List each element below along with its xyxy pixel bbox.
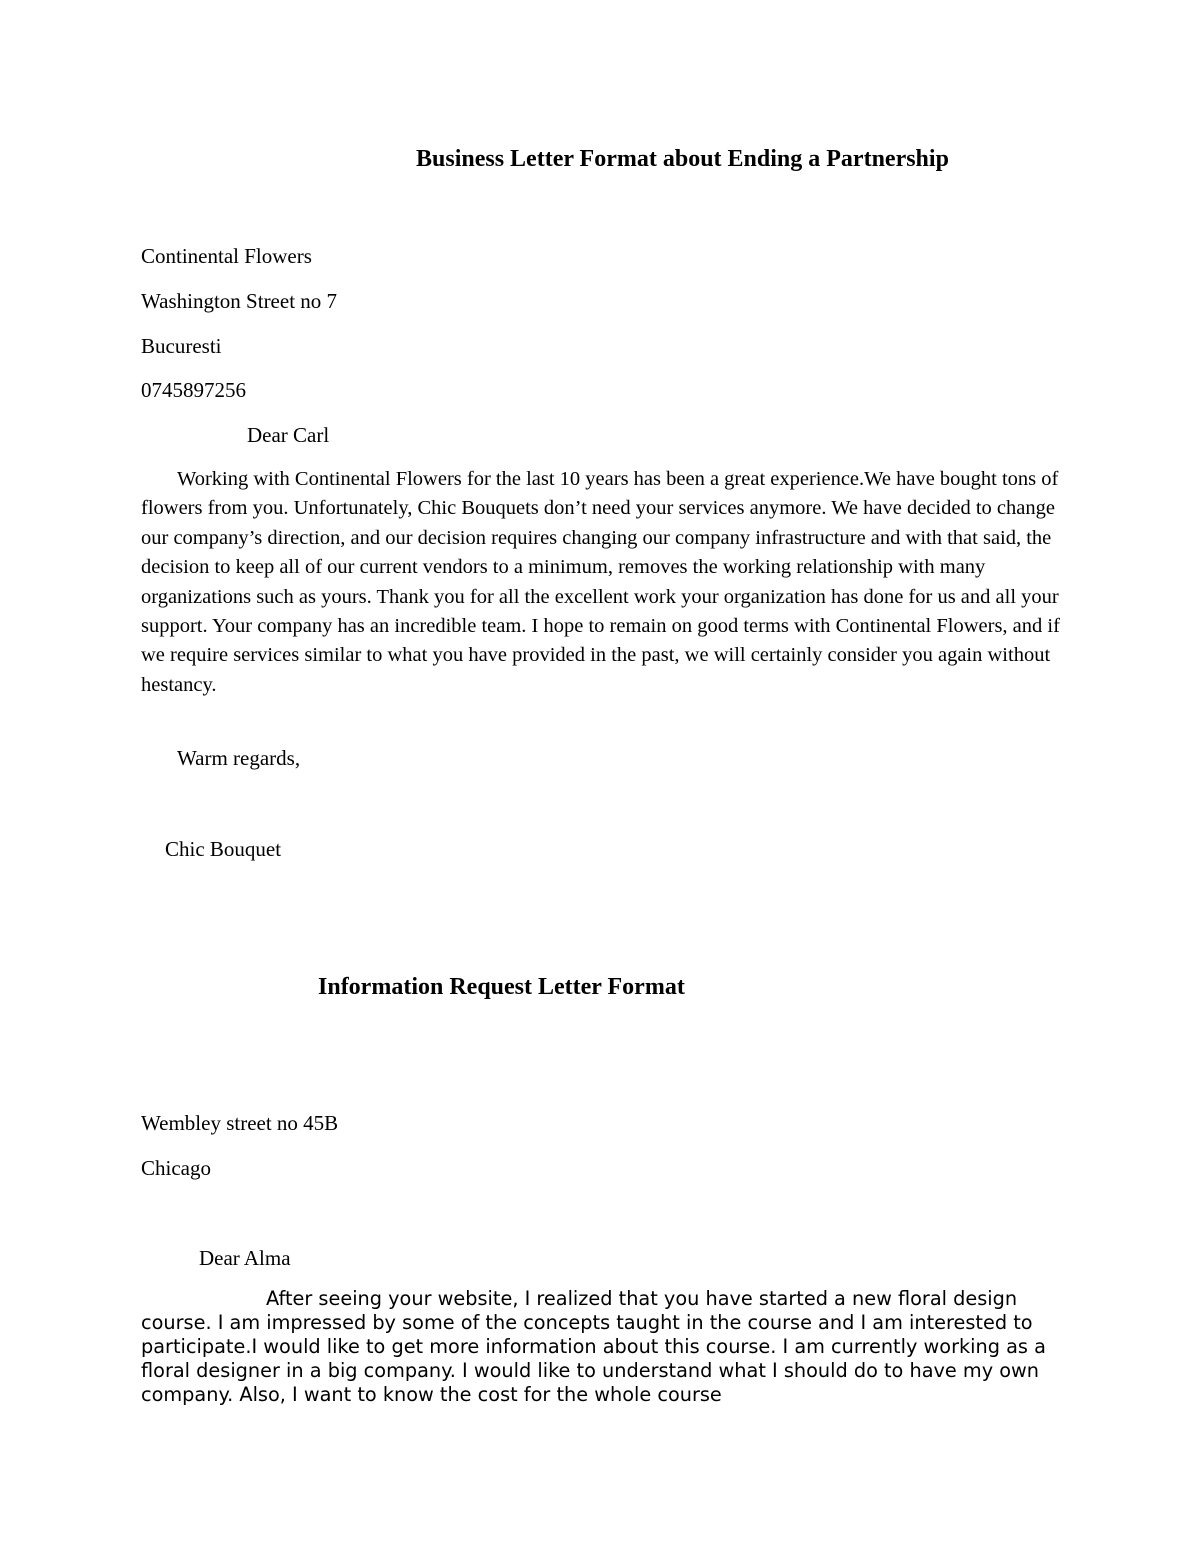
letter2-address-city: Chicago (141, 1156, 211, 1180)
letter2-address-street: Wembley street no 45B (141, 1111, 339, 1135)
letter2-body-text: After seeing your website, I realized that you have started a new floral design course. I am impressed by some of the concepts taught in the course and I am interested to participate.I would like to get more information about this course. I am currently working as a floral designer in a big company. I would like to understand what I should do to have my own company. Also, I want to know the cost for the whole course (141, 1287, 1046, 1406)
letter1-closing: Warm regards, (177, 746, 301, 770)
letter1-address-street: Washington Street no 7 (141, 289, 338, 313)
letter1-body (141, 465, 1076, 700)
letter2-body (141, 1287, 1076, 1407)
letter1-body-text: Working with Continental Flowers for the last 10 years has been a great experience.We have bought tons of flowers from you. Unfortunately, Chic Bouquets don’t need your services anymore. We have decided to change our company’s direction, and our decision requires changing our company infrastructure and with that said, the decision to keep all of our current vendors to a minimum, removes the working relationship with many organizations such as yours. Thank you for all the excellent work your organization has done for us and all your support. Your company has an incredible team. I hope to remain on good terms with Continental Flowers, and if we require services similar to what you have provided in the past, we will certainly consider you again without hestancy. (141, 468, 1060, 696)
letter1-address-city: Bucuresti (141, 334, 222, 358)
letter1-title: Business Letter Format about Ending a Partnership (416, 146, 949, 172)
letter2-title: Information Request Letter Format (318, 974, 685, 1000)
letter1-signature: Chic Bouquet (165, 837, 282, 861)
letter1-address-phone: 0745897256 (141, 378, 246, 402)
letter2-salutation: Dear Alma (199, 1246, 291, 1270)
letter1-address-company: Continental Flowers (141, 244, 312, 268)
letter1-salutation: Dear Carl (247, 423, 330, 447)
